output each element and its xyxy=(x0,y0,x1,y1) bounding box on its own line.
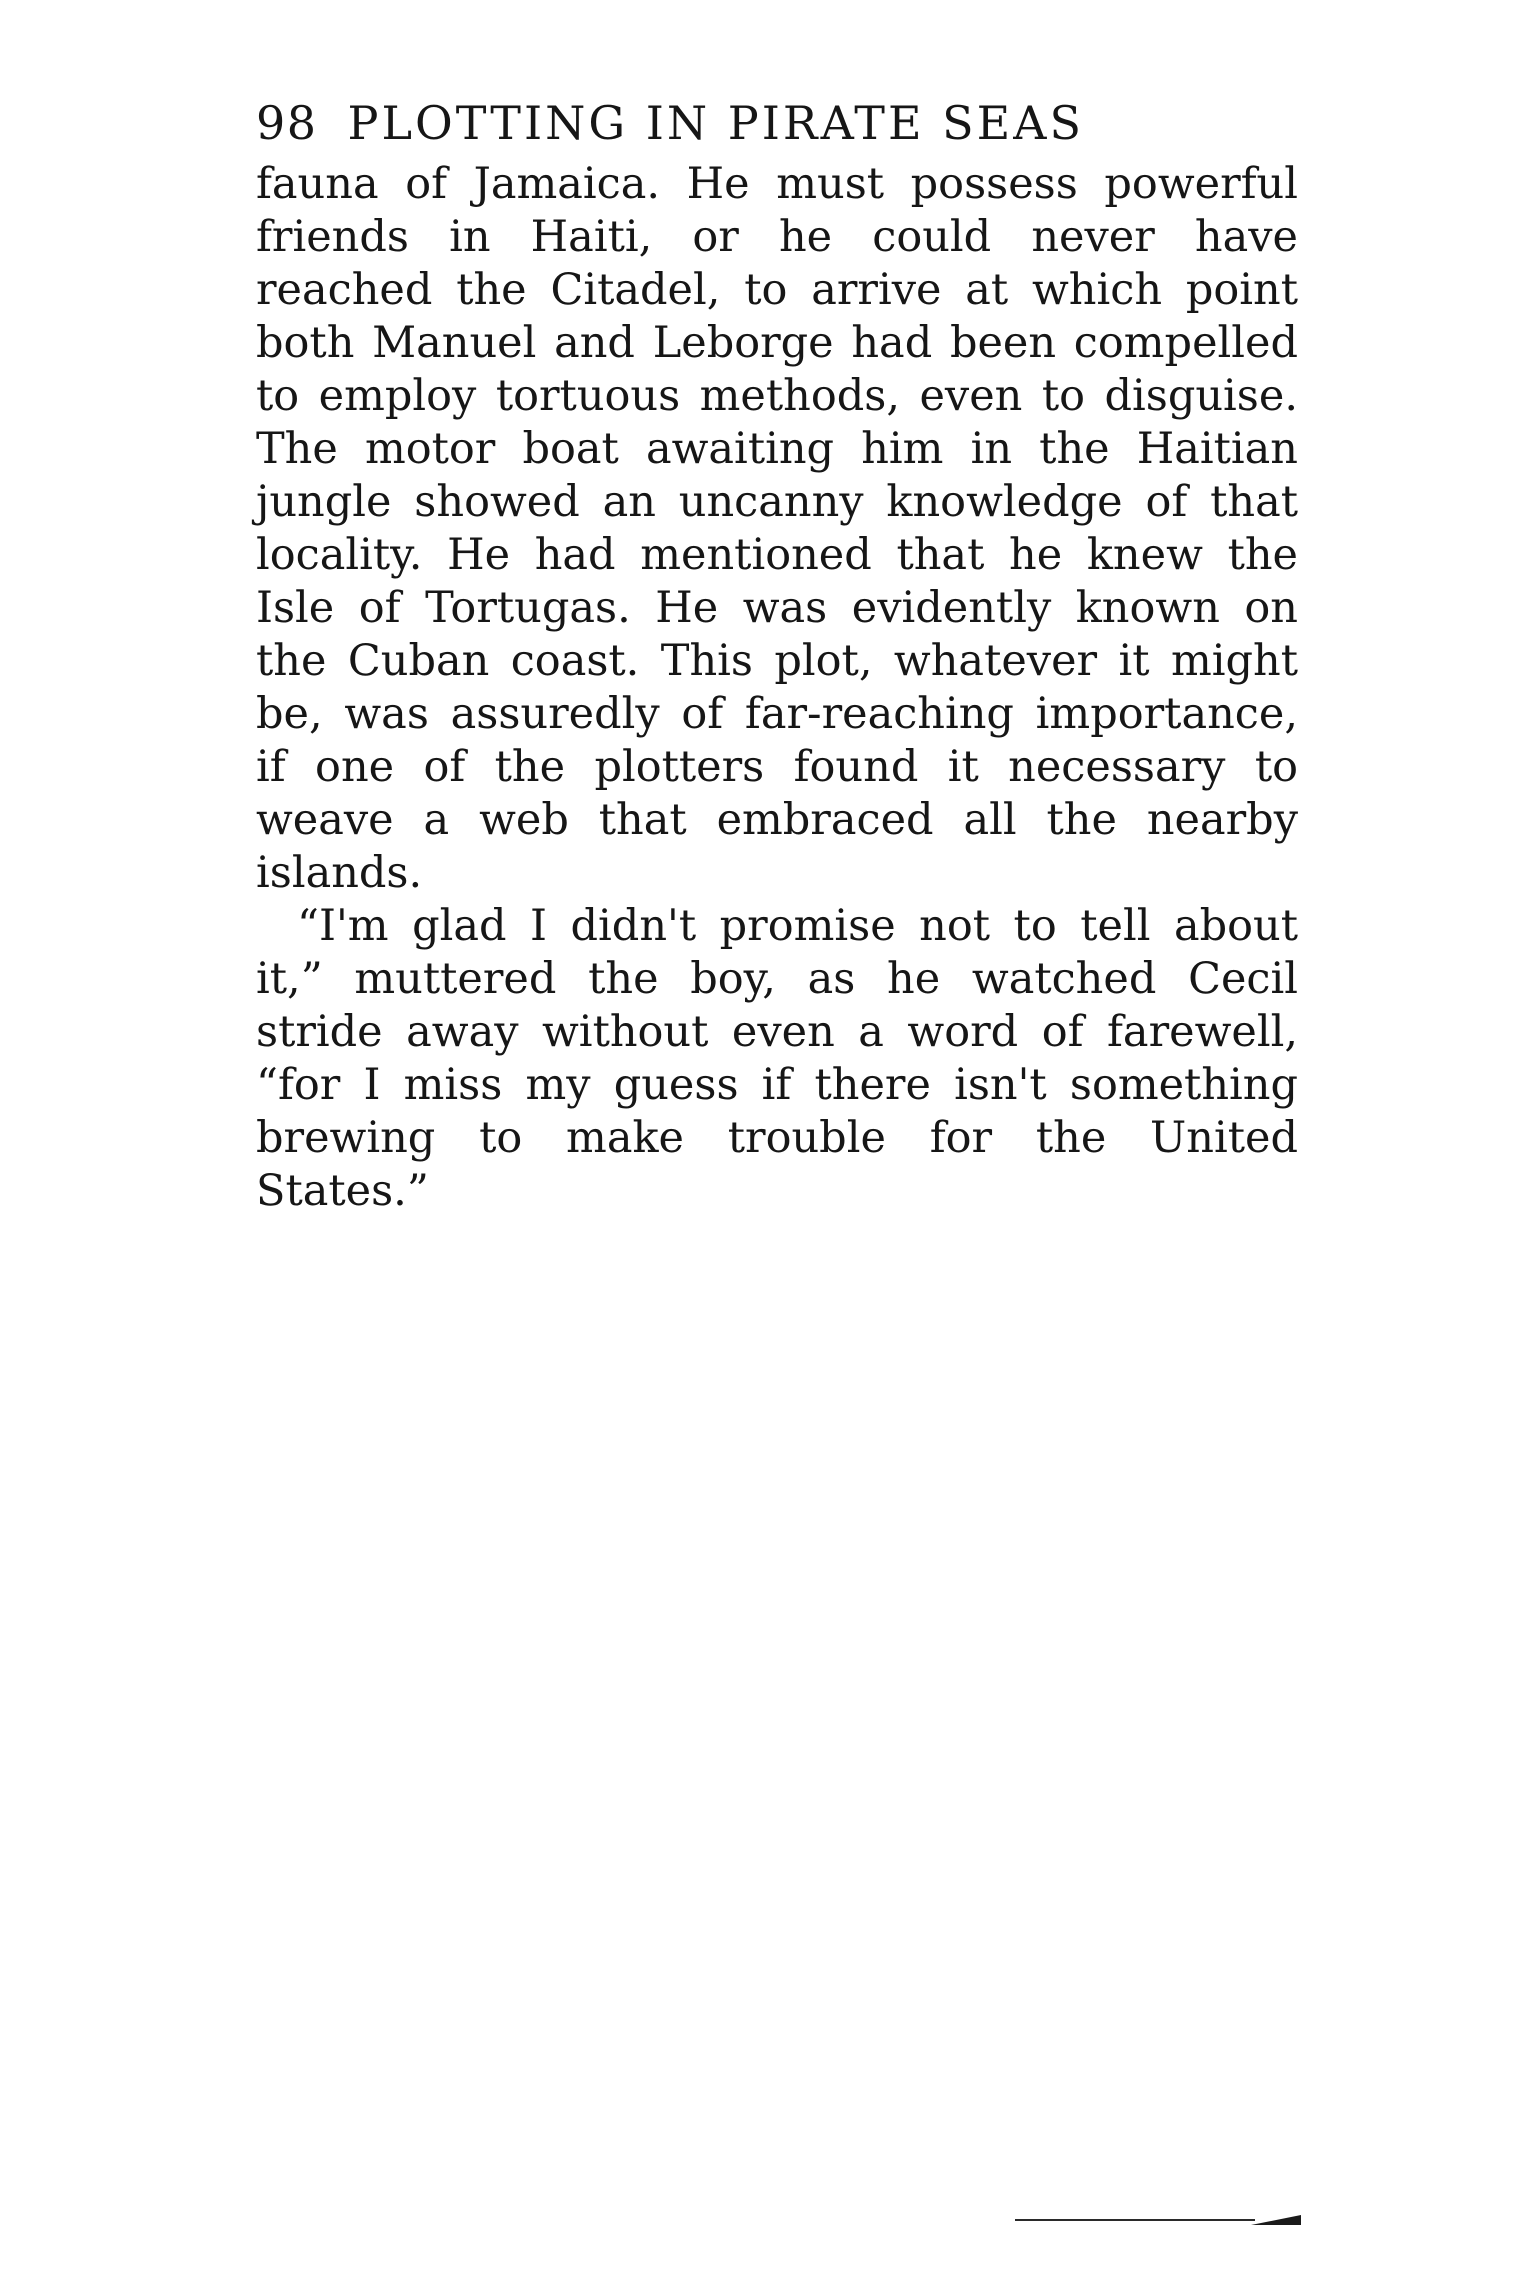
end-rule-thick xyxy=(1251,2215,1301,2225)
page-number: 98 xyxy=(256,96,318,150)
book-title: PLOTTING IN PIRATE SEAS xyxy=(347,96,1084,150)
paragraph-1: fauna of Jamaica. He must possess powerful friends in Haiti, or he could never have reached the Citadel, to arrive at which point both Manuel and Leborge had been compelled to employ tortuous methods, even to disguise. The motor boat awaiting him in the Haitian jungle showed an uncanny knowledge of that locality. He had mentioned that he knew the Isle of Tortugas. He was evidently known on the Cuban coast. This plot, whatever it might be, was assuredly of far-reaching importance, if one of the plotters found it necessary to weave a web that embraced all the nearby islands. xyxy=(256,159,1298,898)
paragraph-2: “I'm glad I didn't promise not to tell about it,” muttered the boy, as he watched Cecil stride away without even a word of farewell, “for I miss my guess if there isn't something brewing to make trouble for the United States.” xyxy=(256,901,1298,1216)
end-rule-thin xyxy=(1015,2219,1255,2221)
running-head xyxy=(256,96,1298,150)
body-text xyxy=(256,158,1298,1218)
book-page xyxy=(256,96,1298,1218)
end-rule xyxy=(1015,2215,1301,2225)
